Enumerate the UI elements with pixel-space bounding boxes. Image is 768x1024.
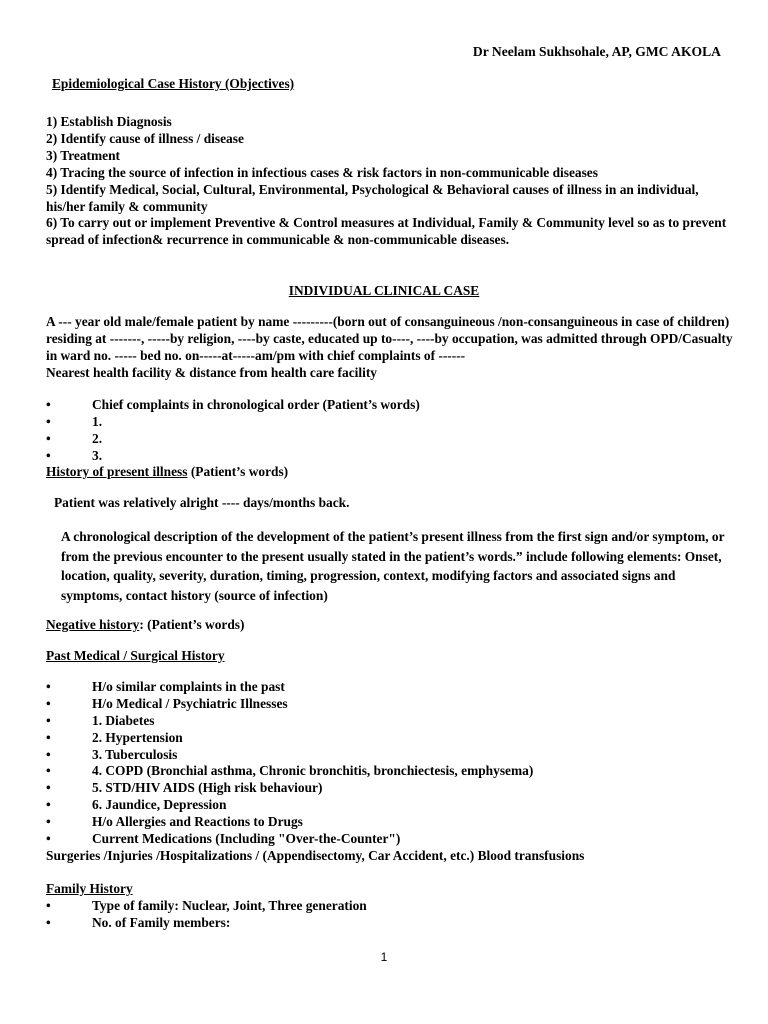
list-item	[46, 915, 736, 932]
family-history-list	[46, 898, 736, 932]
surgeries-line: Surgeries /Injuries /Hospitalizations / (Appendisectomy, Car Accident, etc.) Blood transfusions	[46, 848, 585, 863]
objective-item: 6) To carry out or implement Preventive & Control measures at Individual, Family & Community level so as to prevent spread of infection& recurrence in communicable & non-communicable diseases.	[46, 215, 727, 248]
bullet-icon: •	[46, 780, 51, 796]
bullet-icon: •	[46, 914, 51, 930]
hpi-paragraph-text: A chronological description of the development of the patient’s present illness from the first sign and/or symptom, or from the previous encounter to the present usually stated in the patient’s words.” include following elements: Onset, location, quality, severity, duration, timing, progression, context, modifying factors and associated signs and symptoms, contact history (source of infection)	[61, 529, 725, 603]
bullet-icon: •	[46, 695, 51, 711]
case-intro-text: A --- year old male/female patient by name ---------(born out of consanguineous /non-consanguineous in case of children) residing at -------, -----by religion, ----by caste, educated up to----, ----by occupation, was admitted through OPD/Casualty in ward no. ----- bed no. on-----at-----am/pm with chief complaints of ------	[46, 314, 733, 363]
negative-history	[46, 617, 736, 634]
bullet-icon: •	[46, 814, 51, 830]
bullet-icon: •	[46, 679, 51, 694]
list-item	[46, 797, 736, 814]
bullet-icon: •	[46, 712, 51, 728]
objective-item: 2) Identify cause of illness / disease	[46, 130, 244, 146]
list-item-text: H/o Medical / Psychiatric Illnesses	[92, 695, 288, 711]
list-item-text: 4. COPD (Bronchial asthma, Chronic bronchitis, bronchiectesis, emphysema)	[92, 763, 534, 779]
objective-item: 5) Identify Medical, Social, Cultural, Environmental, Psychological & Behavioral causes of illness in an individual, his/her family & community	[46, 181, 699, 214]
hpi-line: Patient was relatively alright ---- days/months back.	[54, 495, 350, 510]
list-item	[46, 763, 736, 780]
family-history-label: Family History	[46, 881, 133, 896]
hpi-heading	[46, 464, 736, 481]
bullet-icon: •	[46, 763, 51, 779]
list-item	[46, 448, 736, 465]
bullet-icon: •	[46, 729, 51, 745]
list-item	[46, 831, 736, 848]
list-item-text: H/o Allergies and Reactions to Drugs	[92, 814, 303, 830]
list-item	[46, 898, 736, 915]
past-history-label: Past Medical / Surgical History	[46, 648, 225, 663]
bullet-icon: •	[46, 447, 51, 463]
page-number: 1	[380, 950, 388, 964]
objective-item: 4) Tracing the source of infection in infectious cases & risk factors in non-communicable diseases	[46, 164, 598, 180]
nearest-facility: Nearest health facility & distance from health care facility	[46, 364, 377, 380]
list-item-text: 2.	[92, 430, 103, 446]
list-item	[46, 397, 736, 414]
bullet-icon: •	[46, 831, 51, 847]
list-item	[46, 730, 736, 747]
negative-history-suffix: : (Patient’s words)	[139, 617, 245, 632]
list-item	[46, 679, 736, 696]
author-header: Dr Neelam Sukhsohale, AP, GMC AKOLA	[472, 44, 721, 59]
section-title: INDIVIDUAL CLINICAL CASE	[288, 283, 480, 298]
hpi-heading-suffix: (Patient’s words)	[187, 464, 289, 479]
objectives-list	[46, 114, 736, 249]
list-item-text: 3. Tuberculosis	[92, 746, 178, 762]
document-title: Epidemiological Case History (Objectives)	[52, 76, 295, 91]
list-item	[46, 747, 736, 764]
objective-item: 1) Establish Diagnosis	[46, 114, 172, 129]
list-item	[46, 414, 736, 431]
bullet-icon: •	[46, 430, 51, 446]
list-item-text: 6. Jaundice, Depression	[92, 797, 227, 813]
chief-complaints-list	[46, 397, 736, 465]
list-item-text: H/o similar complaints in the past	[92, 679, 285, 694]
objective-item: 3) Treatment	[46, 147, 121, 163]
negative-history-label: Negative history	[46, 617, 140, 632]
bullet-icon: •	[46, 797, 51, 813]
past-history-heading	[46, 648, 736, 665]
bullet-icon: •	[46, 413, 51, 429]
list-item	[46, 696, 736, 713]
family-history-heading	[46, 881, 736, 898]
list-item-text: Chief complaints in chronological order (Patient’s words)	[92, 397, 420, 412]
list-item-text: Current Medications (Including "Over-the-Counter")	[92, 831, 401, 847]
hpi-heading-label: History of present illness	[46, 464, 188, 479]
list-item-text: No. of Family members:	[92, 914, 231, 930]
list-item-text: Type of family: Nuclear, Joint, Three generation	[92, 898, 367, 913]
list-item-text: 5. STD/HIV AIDS (High risk behaviour)	[92, 780, 323, 796]
list-item	[46, 780, 736, 797]
list-item-text: 3.	[92, 447, 103, 463]
list-item-text: 2. Hypertension	[92, 729, 183, 745]
list-item-text: 1. Diabetes	[92, 712, 155, 728]
bullet-icon: •	[46, 898, 51, 913]
case-intro	[46, 314, 736, 382]
list-item	[46, 814, 736, 831]
list-item	[46, 713, 736, 730]
past-history-list	[46, 679, 736, 848]
bullet-icon: •	[46, 746, 51, 762]
hpi-paragraph	[46, 527, 736, 605]
bullet-icon: •	[46, 397, 51, 412]
list-item	[46, 431, 736, 448]
list-item-text: 1.	[92, 413, 103, 429]
